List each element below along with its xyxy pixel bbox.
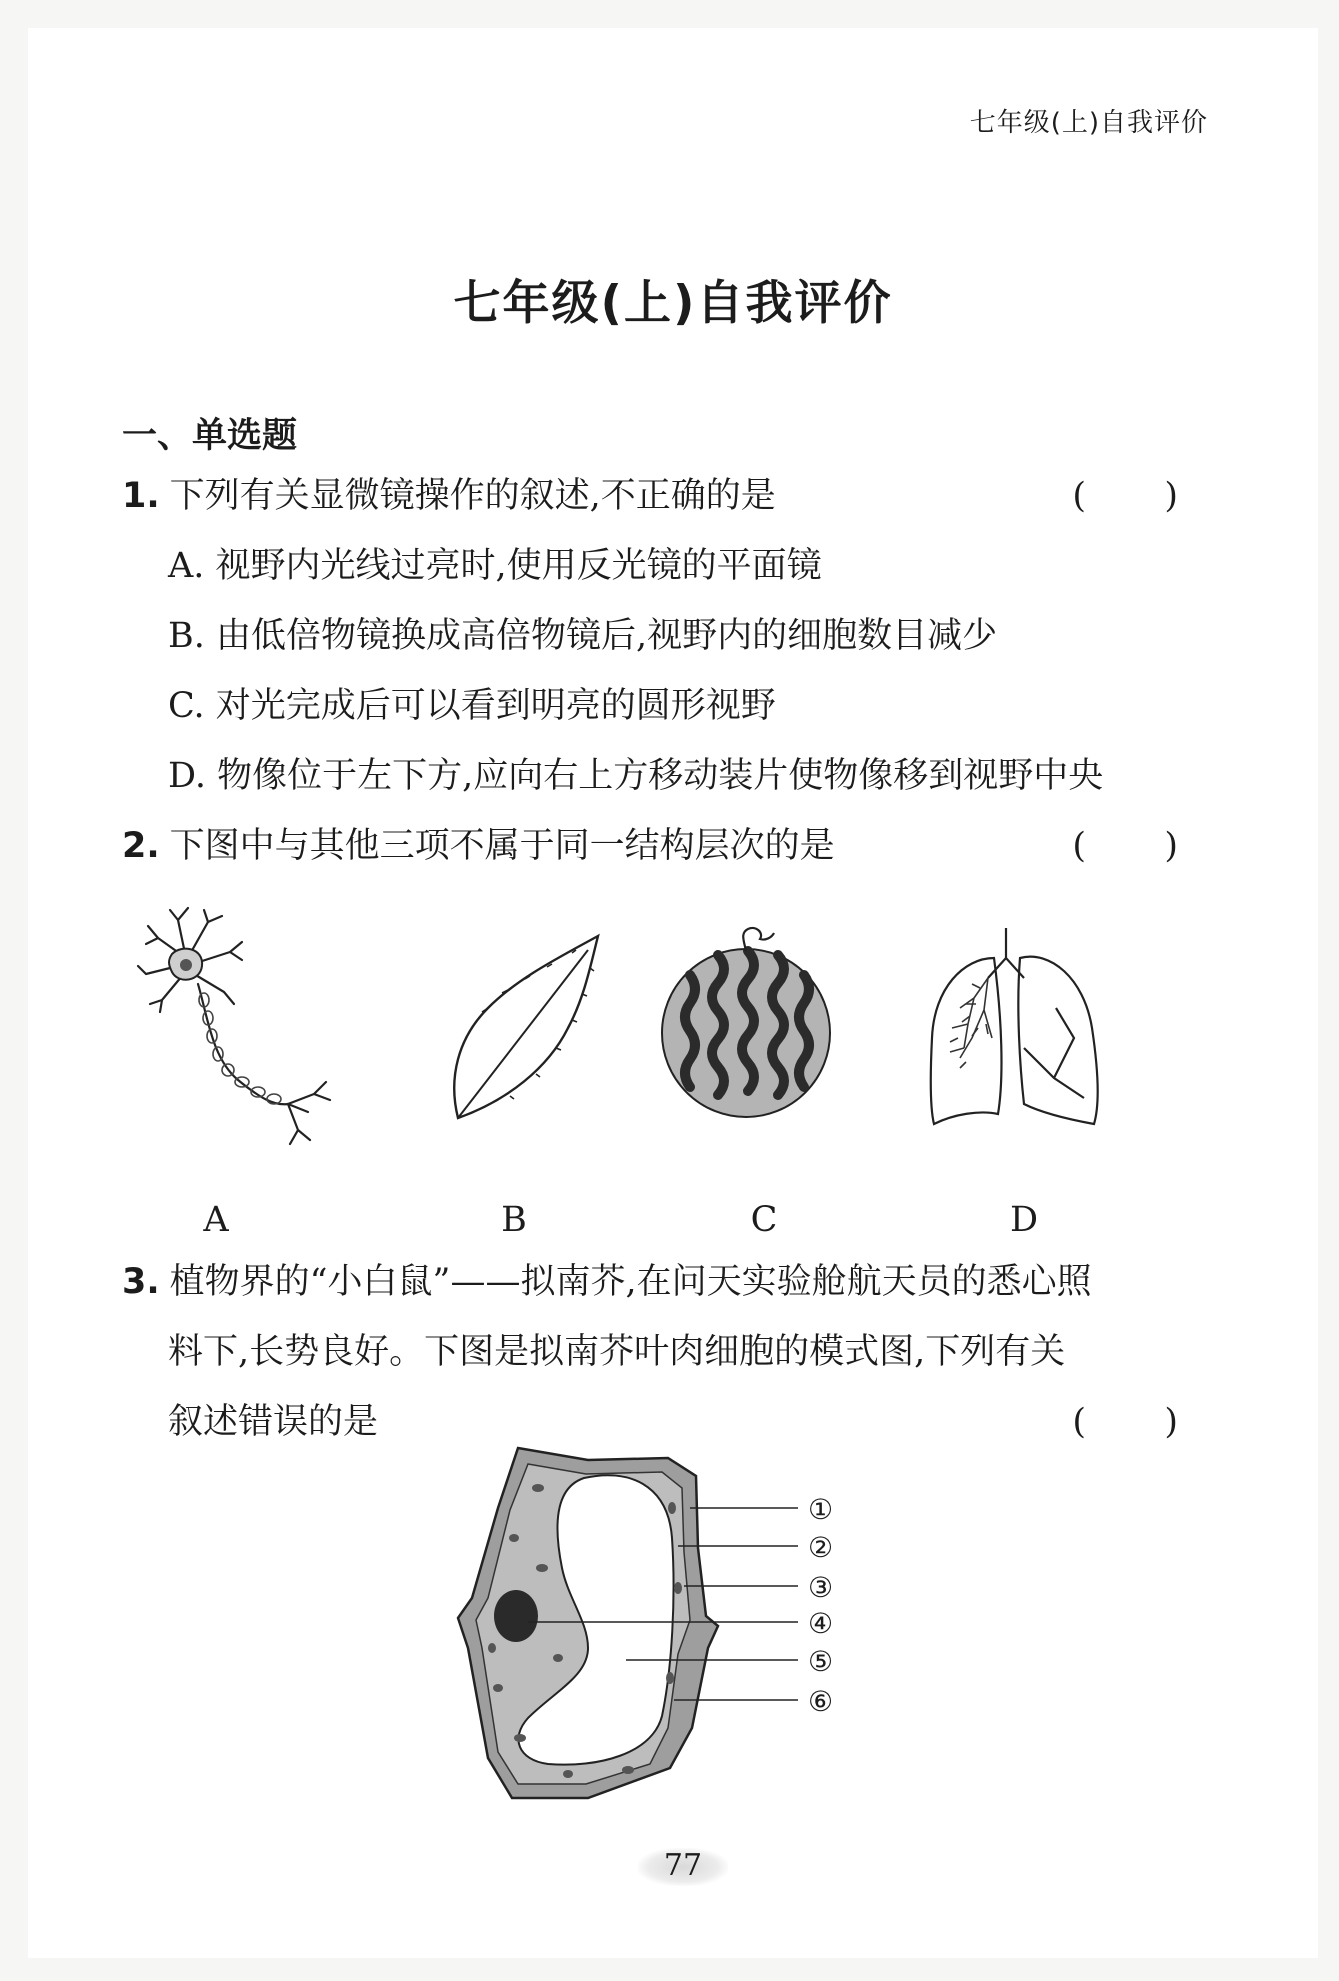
cell-label-1: ① bbox=[808, 1493, 834, 1526]
question-3-stem-line-3: 叙述错误的是 bbox=[168, 1402, 379, 1442]
lungs-illustration bbox=[924, 928, 1104, 1128]
option-a: A. 视野内光线过亮时,使用反光镜的平面镜 bbox=[168, 546, 822, 586]
answer-blank: ( ) bbox=[1072, 1402, 1178, 1442]
page-number: 77 bbox=[638, 1848, 728, 1886]
option-d: D. 物像位于左下方,应向右上方移动装片使物像移到视野中央 bbox=[168, 756, 1104, 796]
figure-label-a: A bbox=[203, 1200, 229, 1240]
answer-blank: ( ) bbox=[1072, 476, 1178, 516]
question-text: 植物界的“小白鼠”——拟南芥,在问天实验舱航天员的悉心照 bbox=[169, 1262, 1092, 1302]
question-text: 下列有关显微镜操作的叙述,不正确的是 bbox=[169, 476, 776, 516]
leaf-illustration bbox=[448, 928, 608, 1128]
question-3-stem-line-1 bbox=[122, 1262, 1092, 1302]
question-number: 3. bbox=[122, 1262, 160, 1302]
answer-blank: ( ) bbox=[1072, 826, 1178, 866]
section-heading: 一、单选题 bbox=[122, 416, 298, 456]
cell-label-4: ④ bbox=[808, 1607, 834, 1640]
option-b: B. 由低倍物镜换成高倍物镜后,视野内的细胞数目减少 bbox=[168, 616, 998, 656]
cell-label-6: ⑥ bbox=[808, 1685, 834, 1718]
question-2-stem bbox=[122, 826, 835, 866]
cell-label-2: ② bbox=[808, 1531, 834, 1564]
neuron-illustration bbox=[138, 908, 338, 1148]
figure-label-c: C bbox=[750, 1200, 778, 1240]
figure-label-d: D bbox=[1009, 1200, 1039, 1240]
page bbox=[28, 28, 1318, 1958]
cell-label-3: ③ bbox=[808, 1571, 834, 1604]
question-number: 1. bbox=[122, 476, 160, 516]
question-text: 下图中与其他三项不属于同一结构层次的是 bbox=[169, 826, 835, 866]
question-number: 2. bbox=[122, 826, 160, 866]
question-1-stem bbox=[122, 476, 776, 516]
running-head: 七年级(上)自我评价 bbox=[969, 108, 1208, 138]
figure-label-b: B bbox=[501, 1200, 527, 1240]
watermelon-illustration bbox=[656, 923, 836, 1123]
question-3-stem-line-2: 料下,长势良好。下图是拟南芥叶肉细胞的模式图,下列有关 bbox=[168, 1332, 1066, 1372]
plant-cell-diagram bbox=[458, 1448, 798, 1808]
cell-label-5: ⑤ bbox=[808, 1645, 834, 1678]
option-c: C. 对光完成后可以看到明亮的圆形视野 bbox=[168, 686, 776, 726]
page-title: 七年级(上)自我评价 bbox=[453, 276, 893, 331]
